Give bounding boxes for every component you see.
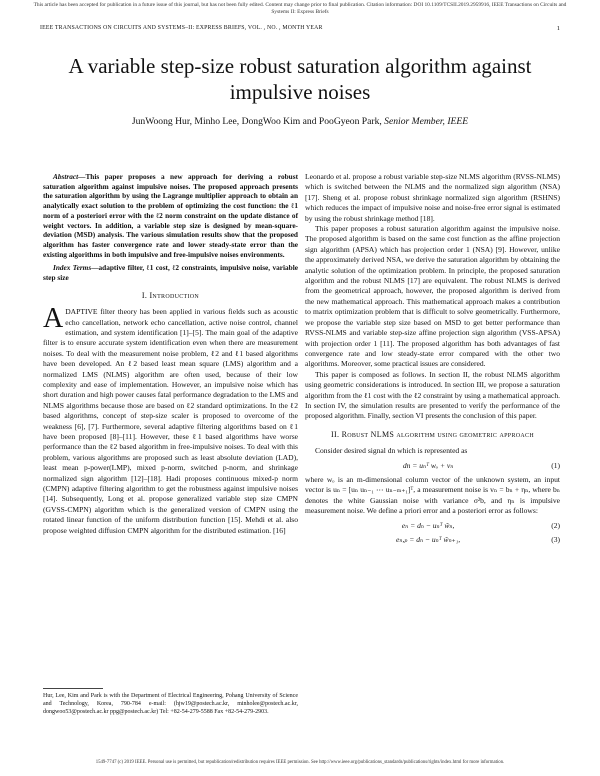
drop-cap: A xyxy=(43,303,64,335)
index-terms xyxy=(43,263,298,282)
equation-2-number: (2) xyxy=(551,520,560,530)
equation-1 xyxy=(305,461,560,471)
contribution-paragraph: This paper proposes a robust saturation algorithm against the impulsive noise. The proposed algorithm is based on the same cost function as the affine projection sign algorithm (APSA) which has projection order 1 (NSA) [9]. However, unlike the approximately derived NSA, we derive the saturation algorithm by obtaining the analytic solution of the optimization problem. In principle, the proposed saturation algorithm and the robust NLMS [17] are equivalent. The robust NLMS is derived from the geometrical approach, however, the proposed algorithm is derived from the new mathematical approach. This mathematical approach makes a contribution to matrix optimization problem that is difficult to solve geometrically. Furthermore, we propose the variable step size based on MSD to get better performance than RVSS-NLMS and variable step-size affine projection sign algorithm (VSS-APSA) with projection order 1 [11]. The proposed algorithm has both advantages of fast convergence rate and low steady-state error compared with the other two algorithms. Moreover, some practical issues are considered. xyxy=(305,224,560,369)
related-work-paragraph: Leonardo et al. propose a robust variable step-size NLMS algorithm (RVSS-NLMS) which is switched between the NLMS and the normalized sign algorithm (NSA) [17]. Sheng et al. propose robust shrinkage normalized sign algorithm (RSHNS) which reduces the impact of impulsive noise and noise-free error signal is estimated by using the robust shrinkage method [18]. xyxy=(305,172,560,223)
footnote-rule xyxy=(43,688,103,689)
index-terms-text: —adaptive filter, ℓ1 cost, ℓ2 constraints, impulsive noise, variable step size xyxy=(43,263,299,283)
equation-3-number: (3) xyxy=(551,535,560,544)
abstract-text: —This paper proposes a new approach for deriving a robust saturation algorithm against impulsive noises. The proposed approach presents the saturation algorithm by using the Lagrange multiplier approach to obtain an analytically exact solution to the problem of optimizing the cost function: the ℓ1 norm of a posteriori error with the ℓ2 norm constraint on the update distance of weight vectors. In addition, a variable step size is designed by mean-square-deviation (MSD) analysis. The various simulation results show that the proposed algorithm has faster convergence rate and lower steady-state error than the existing algorithms in both impulsive and free-impulsive noises environments. xyxy=(43,172,298,259)
intro-text: DAPTIVE filter theory has been applied in various fields such as acoustic echo cancellation, network echo cancellation, active noise control, channel estimation, and system identification [1]–[5]. The main goal of the adaptive filter is to ensure accurate system identification even when there are measurement noises. To deal with the measurement noise problem, ℓ2 and ℓ1 based algorithms have been developed. An ℓ2 based least mean square (LMS) algorithm and a normalized LMS (NLMS) algorithm are often used, because of their low complexity and ease of implementation. However, an impulsive noise which has short duration and high power causes fatal performance degradation to the LMS and NLMS algorithms because those are based on ℓ2 standard optimizations. In the ℓ2 based algorithms, concept of step-size scaler is proposed to overcome of the weakness [6], [7]. Furthermore, several adaptive filtering algorithms based on ℓ1 have been proposed [8]–[11]. However, these ℓ1 based algorithms have worse performance than the ℓ2 based algorithm in free-impulsive noises. To deal with this problem, various algorithms are proposed such as least absolute deviation (LAD), least mean p-power(LMP), mixed p-norm, switched p-norm, and shrinkage normalized sign algorithm [12]–[18]. Hadi proposes continuous mixed-p norm (CMPN) adaptive filtering algorithm to get the robustness against impulsive noises [14]. Subsequently, Long et al. propose generalized variable step size CMPN (GVSS-CMPN) algorithm which is the generalized version of CMPN using the rotated linear function of the uniform distribution function [15]. Mehdi et al. also propose weighted diffusion CMPN algorithm for the distributed estimation. [16] xyxy=(43,307,298,535)
author-membership: Senior Member, IEEE xyxy=(381,116,469,127)
equation-2 xyxy=(305,521,560,531)
equation-3-body: eₙ,ₚ = dₙ − uₙᵀ ŵₙ₊₁, xyxy=(396,535,461,544)
abstract xyxy=(43,172,298,259)
running-head: IEEE TRANSACTIONS ON CIRCUITS AND SYSTEMS–II: EXPRESS BRIEFS, VOL. , NO. , MONTH YEAR xyxy=(40,25,323,31)
paper-title: A variable step-size robust saturation algorithm against impulsive noises xyxy=(68,54,532,104)
signal-model-description: where wₒ is an m-dimensional column vector of the unknown system, an input vector is uₙ = [uₙ uₙ₋₁ ⋯ uₙ₋ₘ₊₁]ᵀ, a measurement noise is vₙ = bₙ + ηₙ, where bₙ denotes the white Gaussian noise with variance σ²b, and ηₙ is impulsive measurement noise. We define a priori error and a posteriori error as follows: xyxy=(305,474,560,516)
section-heading-introduction: I. Introduction xyxy=(141,290,200,300)
publication-notice: This article has been accepted for publication in a future issue of this journal, but has not been fully edited. Content may change prior to final publication. Citation information: DOI 10.1109/TCSII.2019.2959916, IEEE Transactions on Circuits and Systems II: Express Briefs xyxy=(33,2,567,15)
author-names: JunWoong Hur, Minho Lee, DongWoo Kim and PooGyeon Park, xyxy=(131,116,382,127)
index-terms-label: Index Terms xyxy=(53,263,92,273)
abstract-label: Abstract xyxy=(53,172,79,181)
signal-model-intro: Consider desired signal dn which is represented as xyxy=(315,446,468,456)
equation-3 xyxy=(305,535,560,545)
author-line xyxy=(40,116,560,127)
organization-paragraph: This paper is composed as follows. In section II, the robust NLMS algorithm using geometric considerations is introduced. In section III, we propose a saturation algorithm from the ℓ1 cost with the ℓ2 constraint by using a mathematical approach. In section IV, the simulation results are presented to verify the performance of the proposed algorithm. Finally, section VI presents the conclusion of this paper. xyxy=(305,369,560,421)
equation-1-body: dn = uₙᵀ wₒ + vₙ xyxy=(402,460,454,470)
author-footnote: Hur, Lee, Kim and Park is with the Department of Electrical Engineering, Pohang University of Science and Technology, Korea, 790-784 e-mail: (hjw19@postech.ac.kr, minholee@postech.ac.kr, dongwoo53@postech.ac.kr ppg@postech.ac.kr) Tel: +82-54-279-5588 Fax +82-54-279-2903. xyxy=(43,693,298,715)
left-column xyxy=(43,172,298,536)
section-heading-robust-nlms: II. Robust NLMS algorithm using geometric approach xyxy=(331,429,534,439)
right-column xyxy=(305,172,560,549)
copyright-line: 1549-7747 (c) 2019 IEEE. Personal use is permitted, but republication/redistribution requires IEEE permission. See http://www.ieee.org/publications_standards/publications/rights/index.html for more information. xyxy=(95,760,505,765)
equation-2-body: eₙ = dₙ − uₙᵀ ŵₙ, xyxy=(401,520,455,530)
page-number: 1 xyxy=(556,25,560,32)
equation-1-number: (1) xyxy=(551,460,560,470)
intro-paragraph xyxy=(43,303,298,536)
